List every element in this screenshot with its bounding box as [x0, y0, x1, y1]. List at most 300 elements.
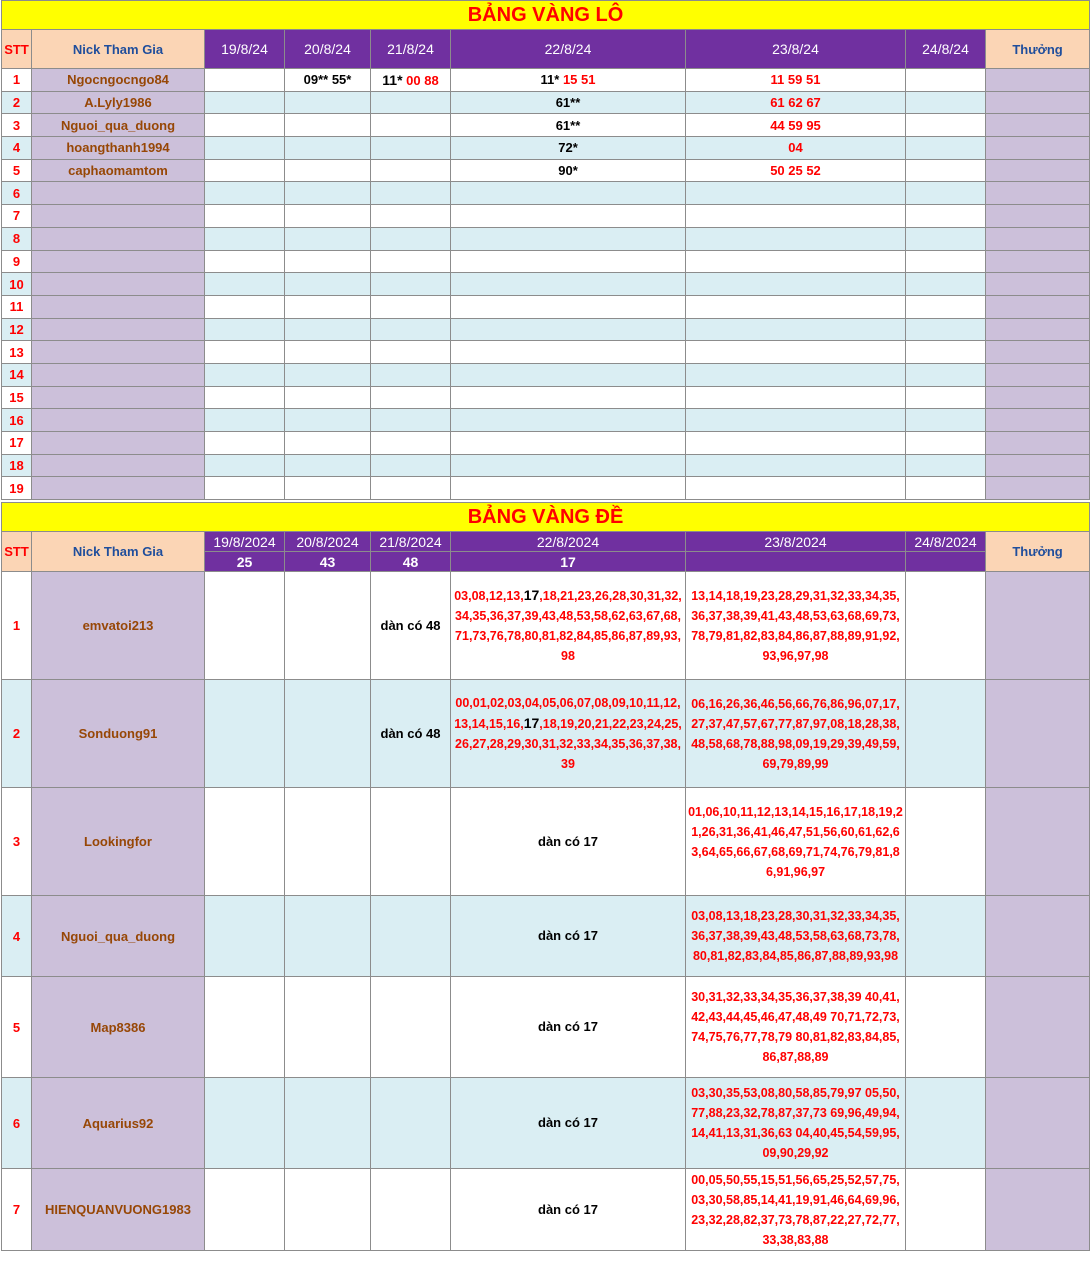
de-header-nick: Nick Tham Gia	[32, 532, 205, 572]
lo-cell	[906, 386, 986, 409]
lo-stt: 2	[2, 91, 32, 114]
lo-stt: 14	[2, 363, 32, 386]
lo-cell	[371, 386, 451, 409]
lo-cell	[906, 363, 986, 386]
lo-row	[2, 137, 1090, 160]
lo-cell	[371, 318, 451, 341]
lo-cell	[371, 250, 451, 273]
lo-cell	[371, 363, 451, 386]
lo-nick	[32, 341, 205, 364]
lo-cell	[205, 227, 285, 250]
lo-cell	[205, 363, 285, 386]
de-pick-b: ,18,19,20,21,22,23,24,25,26,27,28,29,30,31,32,33,34,35,36,37,38,39	[455, 717, 682, 772]
lo-header-nick: Nick Tham Gia	[32, 30, 205, 69]
lo-cell	[451, 114, 686, 137]
de-nick: Aquarius92	[32, 1078, 205, 1169]
de-table	[1, 502, 1090, 1251]
lo-prize	[986, 250, 1090, 273]
lo-cell	[451, 318, 686, 341]
lo-prize	[986, 386, 1090, 409]
lo-header-date: 20/8/24	[285, 30, 371, 69]
lo-cell	[686, 363, 906, 386]
lo-cell	[906, 273, 986, 296]
de-cell	[451, 1169, 686, 1251]
lo-prize	[986, 477, 1090, 500]
lo-stt: 7	[2, 205, 32, 228]
lo-row	[2, 227, 1090, 250]
lo-cell	[285, 159, 371, 182]
de-nick: emvatoi213	[32, 572, 205, 680]
lo-cell	[285, 454, 371, 477]
de-cell	[205, 788, 285, 896]
lo-prize	[986, 273, 1090, 296]
lo-cell	[371, 409, 451, 432]
lo-prize	[986, 363, 1090, 386]
lo-cell	[451, 386, 686, 409]
de-prize	[986, 896, 1090, 977]
lo-cell	[906, 454, 986, 477]
de-pick-b: ,18,21,23,26,28,30,31,32,34,35,36,37,39,43,48,53,58,62,63,67,68,71,73,76,78,80,81,82,84,85,86,87,89,93,98	[455, 589, 682, 664]
lo-cell	[371, 114, 451, 137]
lo-cell	[371, 477, 451, 500]
lo-cell	[285, 409, 371, 432]
de-cell	[451, 977, 686, 1078]
lo-cell	[371, 91, 451, 114]
lo-cell	[686, 250, 906, 273]
de-cell: 30,31,32,33,34,35,36,37,38,39 40,41,42,43,44,45,46,47,48,49 70,71,72,73,74,75,76,77,78,79 80,81,82,83,84,85,86,87,88,89	[686, 977, 906, 1078]
lo-row	[2, 205, 1090, 228]
lo-prize	[986, 318, 1090, 341]
de-nick: Lookingfor	[32, 788, 205, 896]
lo-prize	[986, 205, 1090, 228]
lo-cell: 04	[686, 137, 906, 160]
de-cell: 00,05,50,55,15,51,56,65,25,52,57,75,03,30,58,85,14,41,19,91,46,64,69,96,23,32,28,82,37,73,78,87,22,27,72,77,33,38,83,88	[686, 1169, 906, 1251]
de-cell	[906, 896, 986, 977]
lo-cell	[205, 432, 285, 455]
de-cell	[205, 1078, 285, 1169]
lo-cell	[285, 432, 371, 455]
lo-cell	[686, 205, 906, 228]
de-header-date: 24/8/2024	[906, 532, 986, 552]
lo-cell	[451, 363, 686, 386]
lo-cell: 50 25 52	[686, 159, 906, 182]
de-dan-label: dàn có 17	[538, 1019, 598, 1035]
lo-nick	[32, 250, 205, 273]
lo-cell	[285, 341, 371, 364]
lo-cell	[451, 409, 686, 432]
de-header-date: 20/8/2024	[285, 532, 371, 552]
lo-cell	[205, 137, 285, 160]
de-row	[2, 1169, 1090, 1251]
lo-cell	[906, 227, 986, 250]
lo-cell	[906, 91, 986, 114]
de-cell: 13,14,18,19,23,28,29,31,32,33,34,35,36,37,38,39,41,43,48,53,63,68,69,73,78,79,81,82,83,84,86,87,88,89,91,92,93,96,97,98	[686, 572, 906, 680]
lo-cell	[906, 295, 986, 318]
lo-cell	[205, 182, 285, 205]
lo-nick	[32, 454, 205, 477]
lo-cell	[451, 159, 686, 182]
lo-cell	[686, 386, 906, 409]
lo-cell-pick: 72*	[558, 140, 578, 156]
de-nick: Map8386	[32, 977, 205, 1078]
lo-cell	[371, 454, 451, 477]
lo-cell	[371, 432, 451, 455]
lo-cell	[371, 295, 451, 318]
lo-cell-pick: 11*	[382, 71, 403, 88]
lo-prize	[986, 137, 1090, 160]
lo-cell: 61 62 67	[686, 91, 906, 114]
lo-prize	[986, 454, 1090, 477]
de-dan-label: dàn có 17	[538, 1115, 598, 1131]
de-cell	[371, 896, 451, 977]
lo-row	[2, 432, 1090, 455]
de-stt: 6	[2, 1078, 32, 1169]
lo-stt: 13	[2, 341, 32, 364]
lo-nick: A.Lyly1986	[32, 91, 205, 114]
lo-cell	[451, 182, 686, 205]
lo-cell	[686, 432, 906, 455]
de-prize	[986, 1078, 1090, 1169]
lo-header-date: 19/8/24	[205, 30, 285, 69]
lo-cell	[371, 137, 451, 160]
de-header-date: 19/8/2024	[205, 532, 285, 552]
lo-cell	[906, 114, 986, 137]
de-header-prize: Thưởng	[986, 532, 1090, 572]
de-cell	[371, 1169, 451, 1251]
lo-cell	[285, 386, 371, 409]
lo-cell: 11 59 51	[686, 69, 906, 92]
lo-cell	[371, 341, 451, 364]
lo-cell: 09** 55*	[285, 69, 371, 92]
de-row	[2, 680, 1090, 788]
lo-cell	[451, 432, 686, 455]
de-prize	[986, 977, 1090, 1078]
de-stt: 2	[2, 680, 32, 788]
lo-cell	[205, 295, 285, 318]
lo-cell	[205, 318, 285, 341]
lo-cell	[205, 205, 285, 228]
lo-header-stt: STT	[2, 30, 32, 69]
de-row	[2, 977, 1090, 1078]
de-pick-a: 00,01,02,03,04,05,06,07,08,09,10,11,12,13,14,15,16,	[454, 696, 681, 732]
lo-row	[2, 409, 1090, 432]
lo-stt: 16	[2, 409, 32, 432]
lo-cell	[686, 273, 906, 296]
de-cell	[205, 680, 285, 788]
lo-row	[2, 159, 1090, 182]
de-cell	[205, 572, 285, 680]
de-title: BẢNG VÀNG ĐỀ	[2, 503, 1090, 532]
lo-stt: 4	[2, 137, 32, 160]
lo-cell	[205, 114, 285, 137]
de-stt: 5	[2, 977, 32, 1078]
lo-cell	[686, 182, 906, 205]
lo-cell-win: 15 51	[562, 72, 596, 88]
lo-nick	[32, 227, 205, 250]
de-cell	[906, 1078, 986, 1169]
lo-cell	[285, 295, 371, 318]
lo-cell	[205, 250, 285, 273]
lo-cell	[906, 137, 986, 160]
lo-row	[2, 273, 1090, 296]
lo-row	[2, 91, 1090, 114]
lo-cell	[205, 386, 285, 409]
lo-cell	[906, 69, 986, 92]
lo-row	[2, 69, 1090, 92]
de-result	[906, 552, 986, 572]
lo-cell	[451, 137, 686, 160]
lo-cell	[205, 477, 285, 500]
lo-prize	[986, 91, 1090, 114]
lo-nick: Ngocngocngo84	[32, 69, 205, 92]
de-cell	[285, 1078, 371, 1169]
de-header-stt: STT	[2, 532, 32, 572]
de-pick-hit: 17	[523, 587, 540, 604]
de-cell	[906, 788, 986, 896]
de-row	[2, 572, 1090, 680]
de-nick: Sonduong91	[32, 680, 205, 788]
lo-prize	[986, 182, 1090, 205]
lo-row	[2, 250, 1090, 273]
lo-cell	[451, 341, 686, 364]
de-prize	[986, 680, 1090, 788]
de-cell	[285, 788, 371, 896]
lo-stt: 9	[2, 250, 32, 273]
de-cell: 01,06,10,11,12,13,14,15,16,17,18,19,21,26,31,36,41,46,47,51,56,60,61,62,63,64,65,66,67,68,69,71,74,76,79,81,86,91,96,97	[686, 788, 906, 896]
lo-cell	[205, 454, 285, 477]
de-cell	[285, 572, 371, 680]
de-cell: dàn có 48	[371, 572, 451, 680]
lo-cell	[906, 341, 986, 364]
lo-cell	[686, 454, 906, 477]
de-nick: HIENQUANVUONG1983	[32, 1169, 205, 1251]
lo-nick	[32, 205, 205, 228]
lo-cell	[451, 250, 686, 273]
lo-nick	[32, 318, 205, 341]
lo-cell	[906, 432, 986, 455]
lo-cell	[285, 91, 371, 114]
de-nick: Nguoi_qua_duong	[32, 896, 205, 977]
de-cell	[285, 896, 371, 977]
lo-cell	[451, 69, 686, 92]
lo-cell	[285, 227, 371, 250]
de-prize	[986, 1169, 1090, 1251]
lo-nick	[32, 363, 205, 386]
lo-cell	[285, 363, 371, 386]
de-cell	[205, 1169, 285, 1251]
lo-row	[2, 114, 1090, 137]
lo-cell-pick: 61**	[555, 95, 581, 111]
lo-nick	[32, 386, 205, 409]
lo-nick	[32, 273, 205, 296]
lo-stt: 15	[2, 386, 32, 409]
lo-cell	[686, 409, 906, 432]
de-result: 43	[285, 552, 371, 572]
lo-nick	[32, 295, 205, 318]
de-result	[686, 552, 906, 572]
lo-cell	[371, 69, 451, 92]
de-cell	[906, 1169, 986, 1251]
lo-cell	[906, 409, 986, 432]
lo-header-date: 24/8/24	[906, 30, 986, 69]
lo-cell-pick: 61**	[555, 117, 581, 133]
lo-cell	[906, 477, 986, 500]
lo-header-date: 22/8/24	[451, 30, 686, 69]
de-header-date: 21/8/2024	[371, 532, 451, 552]
lo-cell	[285, 114, 371, 137]
de-result: 17	[451, 552, 686, 572]
de-row	[2, 1078, 1090, 1169]
lo-nick: hoangthanh1994	[32, 137, 205, 160]
de-cell	[451, 896, 686, 977]
lo-cell	[451, 205, 686, 228]
de-result: 48	[371, 552, 451, 572]
lo-prize	[986, 227, 1090, 250]
de-cell	[205, 896, 285, 977]
lo-cell	[285, 182, 371, 205]
lo-cell	[451, 273, 686, 296]
lo-stt: 8	[2, 227, 32, 250]
lo-cell	[205, 159, 285, 182]
lo-cell	[285, 250, 371, 273]
lo-cell	[906, 250, 986, 273]
lo-cell	[205, 409, 285, 432]
lo-stt: 6	[2, 182, 32, 205]
lo-row	[2, 341, 1090, 364]
de-cell	[451, 572, 686, 680]
de-dan-label: dàn có 17	[538, 928, 598, 944]
lo-row	[2, 295, 1090, 318]
de-cell	[371, 1078, 451, 1169]
de-row	[2, 788, 1090, 896]
de-result: 25	[205, 552, 285, 572]
lo-title: BẢNG VÀNG LÔ	[2, 1, 1090, 30]
lo-nick	[32, 477, 205, 500]
lo-nick: Nguoi_qua_duong	[32, 114, 205, 137]
lo-cell	[906, 205, 986, 228]
lo-header-prize: Thưởng	[986, 30, 1090, 69]
de-cell	[451, 680, 686, 788]
lo-stt: 18	[2, 454, 32, 477]
lo-cell	[285, 137, 371, 160]
de-cell	[285, 680, 371, 788]
lo-cell	[205, 273, 285, 296]
lo-nick	[32, 409, 205, 432]
de-prize	[986, 788, 1090, 896]
de-stt: 7	[2, 1169, 32, 1251]
lo-prize	[986, 159, 1090, 182]
lo-cell-pick: 90*	[558, 163, 578, 179]
de-cell	[205, 977, 285, 1078]
lo-cell	[906, 318, 986, 341]
lo-cell	[205, 69, 285, 92]
lo-cell: 44 59 95	[686, 114, 906, 137]
de-pick-a: 03,08,12,13,	[454, 589, 524, 604]
lo-prize	[986, 409, 1090, 432]
de-header-date: 23/8/2024	[686, 532, 906, 552]
lo-cell	[906, 182, 986, 205]
lo-cell	[906, 159, 986, 182]
lo-cell	[451, 227, 686, 250]
lo-cell	[205, 91, 285, 114]
lo-cell	[285, 318, 371, 341]
lo-cell	[686, 477, 906, 500]
lo-row	[2, 386, 1090, 409]
lo-stt: 3	[2, 114, 32, 137]
lo-cell	[285, 273, 371, 296]
lo-cell	[371, 273, 451, 296]
lo-row	[2, 477, 1090, 500]
lo-stt: 12	[2, 318, 32, 341]
de-pick-hit: 17	[523, 715, 540, 732]
lo-cell-win: 00 88	[406, 72, 439, 88]
lo-cell	[686, 227, 906, 250]
lo-cell	[686, 295, 906, 318]
de-cell	[371, 788, 451, 896]
de-dan-label: dàn có 17	[538, 833, 598, 849]
lo-cell	[451, 295, 686, 318]
de-cell	[906, 572, 986, 680]
de-cell	[285, 977, 371, 1078]
de-cell	[906, 977, 986, 1078]
lo-cell	[371, 205, 451, 228]
lo-stt: 17	[2, 432, 32, 455]
lo-nick	[32, 432, 205, 455]
de-stt: 1	[2, 572, 32, 680]
lo-cell	[451, 91, 686, 114]
lo-row	[2, 363, 1090, 386]
lo-cell	[205, 341, 285, 364]
de-cell: dàn có 48	[371, 680, 451, 788]
de-cell	[451, 1078, 686, 1169]
lo-cell	[686, 318, 906, 341]
lo-nick	[32, 182, 205, 205]
de-header-date: 22/8/2024	[451, 532, 686, 552]
lo-row	[2, 454, 1090, 477]
lo-nick: caphaomamtom	[32, 159, 205, 182]
de-cell: 03,08,13,18,23,28,30,31,32,33,34,35,36,37,38,39,43,48,53,58,63,68,73,78,80,81,82,83,84,85,86,87,88,89,93,98	[686, 896, 906, 977]
lo-header-date: 21/8/24	[371, 30, 451, 69]
lo-stt: 11	[2, 295, 32, 318]
lo-table	[1, 0, 1090, 500]
lo-stt: 10	[2, 273, 32, 296]
lo-prize	[986, 295, 1090, 318]
lo-stt: 19	[2, 477, 32, 500]
lo-stt: 1	[2, 69, 32, 92]
lo-header-date: 23/8/24	[686, 30, 906, 69]
lo-cell	[451, 454, 686, 477]
lo-cell	[451, 477, 686, 500]
de-prize	[986, 572, 1090, 680]
lo-cell	[371, 159, 451, 182]
de-stt: 3	[2, 788, 32, 896]
lo-prize	[986, 432, 1090, 455]
lo-cell	[285, 477, 371, 500]
de-cell	[285, 1169, 371, 1251]
lo-cell	[371, 227, 451, 250]
lo-prize	[986, 341, 1090, 364]
lo-cell	[285, 205, 371, 228]
de-cell	[906, 680, 986, 788]
de-dan-label: dàn có 17	[538, 1201, 598, 1217]
de-cell	[371, 977, 451, 1078]
de-cell: 03,30,35,53,08,80,58,85,79,97 05,50,77,88,23,32,78,87,37,73 69,96,49,94,14,41,13,31,36,63 04,40,45,54,59,95,09,90,29,92	[686, 1078, 906, 1169]
lo-prize	[986, 69, 1090, 92]
lo-cell-pick: 11*	[540, 72, 560, 88]
lo-cell	[686, 341, 906, 364]
lo-row	[2, 182, 1090, 205]
de-cell: 06,16,26,36,46,56,66,76,86,96,07,17,27,37,47,57,67,77,87,97,08,18,28,38,48,58,68,78,88,98,09,19,29,39,49,59,69,79,89,99	[686, 680, 906, 788]
